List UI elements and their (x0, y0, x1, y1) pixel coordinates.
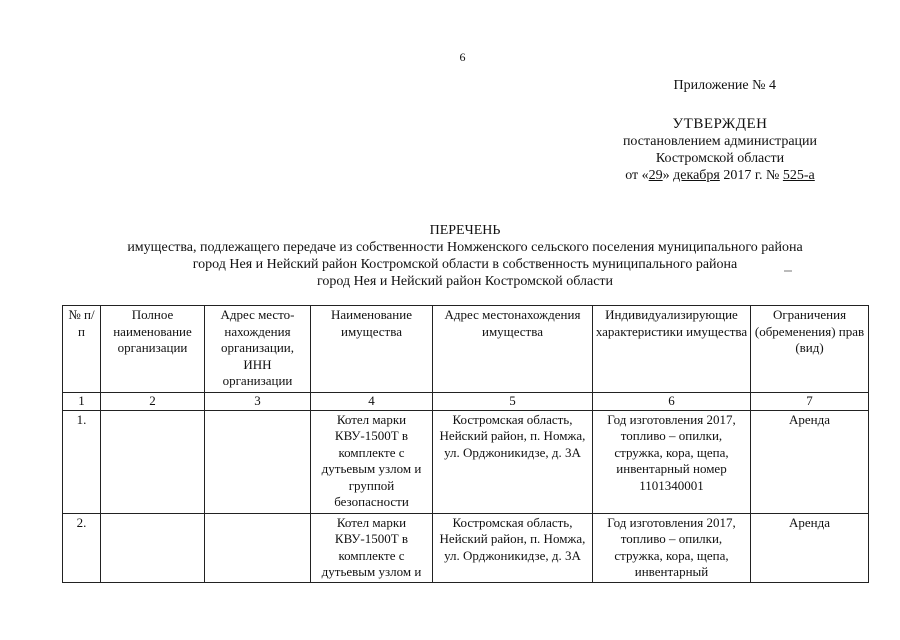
date-day: 29 (648, 168, 663, 183)
approval-line-1: постановлением администрации (622, 134, 818, 149)
header-cell: Наименование имущества (311, 306, 433, 393)
table-header-row (63, 306, 869, 393)
date-year: 2017 г. № (723, 168, 780, 183)
appendix-label: Приложение № 4 (673, 78, 776, 93)
organization-name (101, 513, 205, 582)
column-number: 4 (311, 393, 433, 411)
approval-date-line (600, 167, 840, 184)
header-cell: Индивидуализирующие характеристики имущества (593, 306, 751, 393)
table-row (63, 410, 869, 513)
column-number: 3 (205, 393, 311, 411)
organization-address (205, 410, 311, 513)
property-name: Котел марки КВУ-1500Т в комплекте с дутьевым узлом и группой безопасности (311, 410, 433, 513)
column-number: 2 (101, 393, 205, 411)
table-row (63, 513, 869, 582)
header-cell: Ограничения (обременения) прав (вид) (751, 306, 869, 393)
property-restrictions: Аренда (751, 513, 869, 582)
document-heading (60, 222, 870, 290)
property-restrictions: Аренда (751, 410, 869, 513)
property-table (62, 305, 869, 583)
date-prefix: от « (625, 168, 649, 183)
property-name: Котел марки КВУ-1500Т в комплекте с дутьевым узлом и (311, 513, 433, 582)
property-characteristics: Год изготовления 2017, топливо – опилки, стружка, кора, щепа, инвентарный (593, 513, 751, 582)
column-number: 1 (63, 393, 101, 411)
column-number: 7 (751, 393, 869, 411)
scan-speck (784, 270, 792, 272)
heading-title: ПЕРЕЧЕНЬ (429, 223, 501, 238)
heading-line-2: город Нея и Нейский район Костромской области в собственность муниципального района (192, 257, 738, 272)
approval-line-2: Костромской области (655, 151, 785, 166)
property-characteristics: Год изготовления 2017, топливо – опилки, стружка, кора, щепа, инвентарный номер 1101340001 (593, 410, 751, 513)
property-address: Костромская область, Нейский район, п. Номжа, ул. Орджоникидзе, д. 3А (433, 410, 593, 513)
row-number: 2. (63, 513, 101, 582)
organization-address (205, 513, 311, 582)
decree-number: 525-а (782, 168, 815, 183)
organization-name (101, 410, 205, 513)
approval-title: УТВЕРЖДЕН (672, 116, 768, 132)
page-number: 6 (459, 50, 466, 64)
heading-line-1: имущества, подлежащего передаче из собственности Номженского сельского поселения муниципального района (127, 240, 803, 255)
header-cell: Полное наименование организации (101, 306, 205, 393)
header-cell: Адрес местонахождения имущества (433, 306, 593, 393)
property-address: Костромская область, Нейский район, п. Номжа, ул. Орджоникидзе, д. 3А (433, 513, 593, 582)
column-number-row (63, 393, 869, 411)
header-cell: Адрес место-нахождения организации, ИНН организации (205, 306, 311, 393)
column-number: 6 (593, 393, 751, 411)
heading-line-3: город Нея и Нейский район Костромской области (316, 274, 614, 289)
approval-block (600, 116, 840, 184)
row-number: 1. (63, 410, 101, 513)
date-month: декабря (673, 168, 720, 183)
header-cell: № п/п (63, 306, 101, 393)
column-number: 5 (433, 393, 593, 411)
date-day-suffix: » (662, 168, 670, 183)
